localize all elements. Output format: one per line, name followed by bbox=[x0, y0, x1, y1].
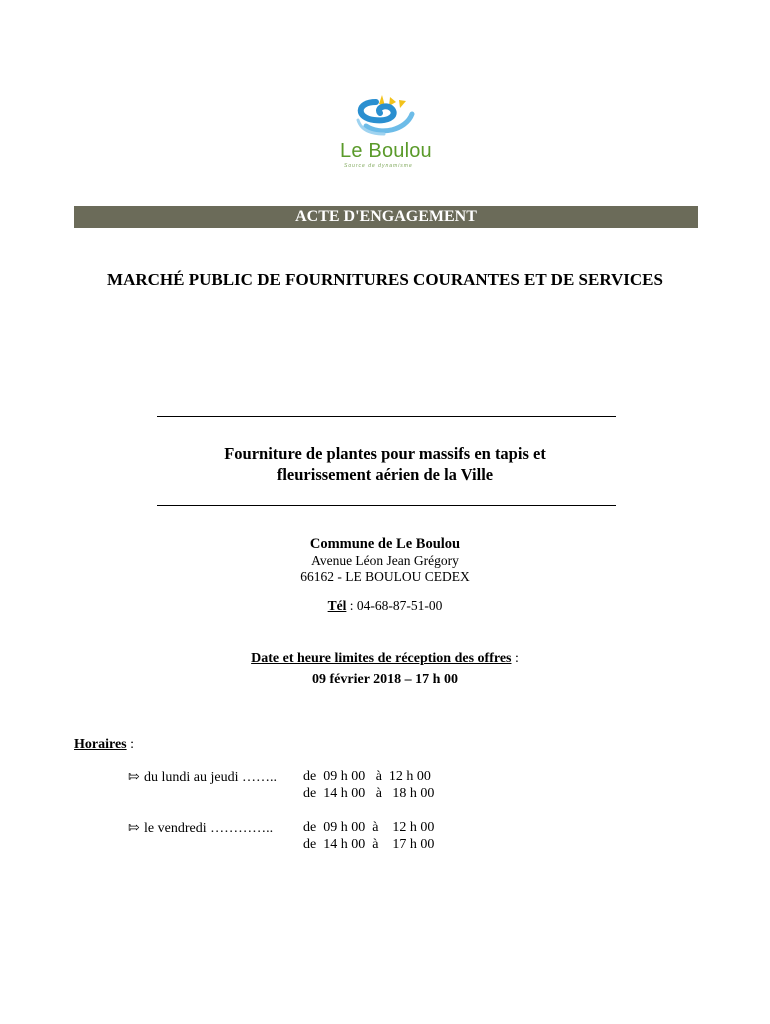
telephone-value: 04-68-87-51-00 bbox=[356, 598, 443, 613]
telephone-label: Tél bbox=[327, 598, 347, 613]
horaires-separator: : bbox=[126, 737, 135, 752]
subject-line-2: fleurissement aérien de la Ville bbox=[276, 465, 494, 484]
deadline-separator: : bbox=[511, 651, 519, 666]
schedule-row-mon-thu bbox=[128, 769, 277, 786]
telephone-separator: : bbox=[346, 598, 357, 613]
right-arrow-icon: ⇰ bbox=[128, 821, 140, 836]
top-divider bbox=[157, 416, 616, 417]
commune-name: Commune de Le Boulou bbox=[309, 536, 461, 552]
schedule-slot-afternoon: de 14 h 00 à 17 h 00 bbox=[303, 837, 435, 852]
deadline-value: 09 février 2018 – 17 h 00 bbox=[312, 672, 458, 687]
address-line-2: 66162 - LE BOULOU CEDEX bbox=[300, 569, 470, 584]
logo-wordmark: Le Boulou bbox=[340, 140, 432, 162]
deadline-label: Date et heure limites de réception des offres bbox=[251, 651, 512, 666]
schedule-day: du lundi au jeudi …….. bbox=[144, 770, 277, 785]
address-line-1: Avenue Léon Jean Grégory bbox=[311, 553, 459, 568]
logo-tagline: Source de dynamisme bbox=[344, 163, 413, 169]
schedule-slot-morning: de 09 h 00 à 12 h 00 bbox=[303, 769, 431, 784]
le-boulou-logo bbox=[336, 92, 436, 172]
deadline-heading bbox=[0, 651, 770, 667]
right-arrow-icon: ⇰ bbox=[128, 770, 140, 785]
telephone bbox=[0, 598, 770, 614]
subject-title bbox=[0, 443, 770, 485]
marche-title: MARCHÉ PUBLIC DE FOURNITURES COURANTES ET DE SERVICES bbox=[107, 270, 663, 289]
bottom-divider bbox=[157, 505, 616, 506]
schedule-day: le vendredi ………….. bbox=[144, 821, 274, 836]
horaires-heading bbox=[74, 737, 134, 753]
schedule-row-friday bbox=[128, 820, 273, 837]
schedule-slot-afternoon: de 14 h 00 à 18 h 00 bbox=[303, 786, 435, 801]
horaires-label: Horaires bbox=[74, 737, 127, 752]
schedule-slot-morning: de 09 h 00 à 12 h 00 bbox=[303, 820, 435, 835]
swirl-logo-icon bbox=[336, 92, 436, 142]
subject-line-1: Fourniture de plantes pour massifs en tapis et bbox=[224, 444, 546, 463]
document-type-banner: ACTE D'ENGAGEMENT bbox=[74, 206, 698, 228]
